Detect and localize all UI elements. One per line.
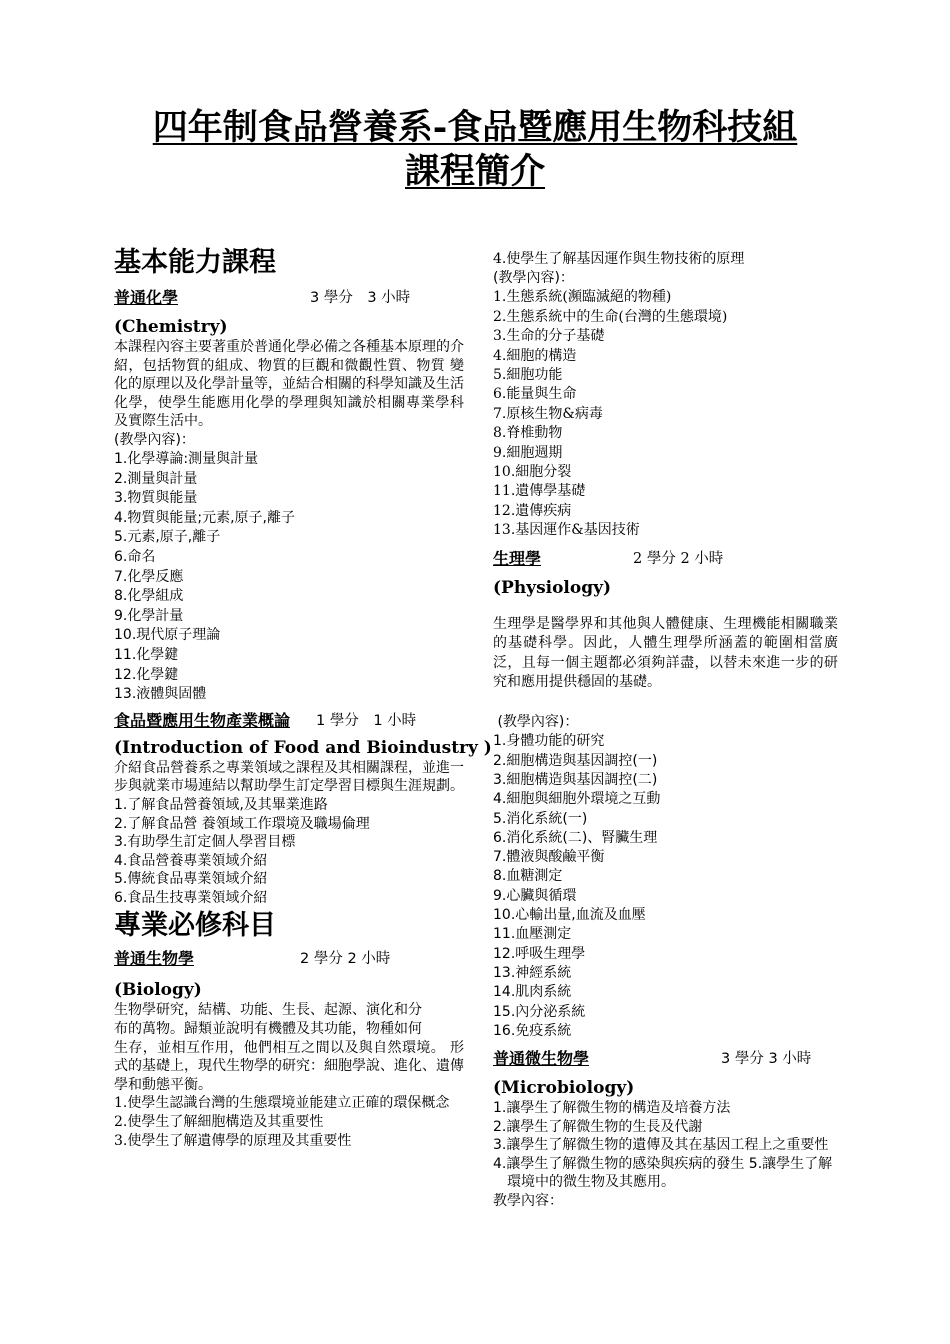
right-column bbox=[493, 250, 838, 1211]
list-item: 11.血壓測定 bbox=[493, 926, 572, 943]
course-english-chemistry: (Chemistry) bbox=[114, 317, 228, 337]
list-item: 15.內分泌系統 bbox=[493, 1003, 586, 1020]
list-item: 1.使學生認識台灣的生態環境並能建立正確的環保概念 bbox=[114, 1095, 450, 1112]
list-item: 1.生態系統(瀕臨滅絕的物種) bbox=[493, 289, 672, 306]
list-item: 16.免疫系統 bbox=[493, 1022, 572, 1039]
list-item: 9.心臟與循環 bbox=[493, 887, 577, 904]
content-list-microbiology bbox=[493, 1099, 838, 1192]
list-item: 13.液體與固體 bbox=[114, 686, 207, 703]
list-item: 4.食品營養專業領域介紹 bbox=[114, 852, 268, 869]
content-label-microbiology: 教學內容： bbox=[493, 1193, 563, 1210]
list-item: 11.遺傳學基礎 bbox=[493, 483, 586, 500]
page-title bbox=[0, 106, 950, 194]
course-description-intro: 介紹食品營養系之專業領域之課程及其相關課程，並進一步與就業市場連結以幫助學生訂定學習目標與生涯規劃。 bbox=[114, 759, 464, 795]
course-header-chemistry bbox=[114, 288, 464, 308]
list-item: 10.細胞分裂 bbox=[493, 464, 572, 481]
list-item: 1.身體功能的研究 bbox=[493, 733, 605, 750]
list-item: 4.細胞與細胞外環境之互動 bbox=[493, 791, 661, 808]
list-item: 5.消化系統(一) bbox=[493, 810, 588, 827]
course-description-chemistry: 本課程內容主要著重於普通化學必備之各種基本原理的介紹，包括物質的組成、物質的巨觀和微觀性質、物質 變化的原理以及化學計量等，並結合相關的科學知識及生活化學，使學生能應用化學的學理與知識於相關專業學科 及實際生活中。 bbox=[114, 339, 464, 429]
list-item: 7.體液與酸鹼平衡 bbox=[493, 849, 605, 866]
content-list-chemistry bbox=[114, 450, 464, 705]
list-item: 2.細胞構造與基因調控(一) bbox=[493, 752, 658, 769]
list-item: 8.脊椎動物 bbox=[493, 425, 563, 442]
list-item: 2.生態系統中的生命(台灣的生態環境) bbox=[493, 308, 728, 325]
course-credits-chemistry: 3 學分 3 小時 bbox=[310, 290, 411, 306]
content-label-biology: (教學內容)： bbox=[493, 270, 574, 287]
description-line: 布的萬物。歸類並說明有機體及其功能，物種如何 bbox=[114, 1021, 422, 1038]
list-item: 5.傳統食品專業領域介紹 bbox=[114, 871, 268, 888]
course-name-physiology: 生理學 bbox=[493, 548, 542, 568]
list-item: 3.物質與能量 bbox=[114, 490, 198, 507]
list-item: 4.使學生了解基因運作與生物技術的原理 bbox=[493, 251, 745, 267]
course-description-biology bbox=[114, 1001, 464, 1094]
list-item: 3.使學生了解遺傳學的原理及其重要性 bbox=[114, 1132, 352, 1149]
list-item: 13.神經系統 bbox=[493, 964, 572, 981]
list-item: 2.讓學生了解微生物的生長及代謝 bbox=[493, 1118, 703, 1135]
list-item: 4.物質與能量;元素,原子,離子 bbox=[114, 509, 295, 526]
description-line: 生物學研究，結構、功能、生長、起源、演化和分 bbox=[114, 1002, 422, 1019]
course-header-microbiology bbox=[493, 1049, 838, 1069]
list-item: 10.現代原子理論 bbox=[114, 627, 221, 644]
course-english-biology: (Biology) bbox=[114, 980, 202, 1001]
list-item: 3.細胞構造與基因調控(二) bbox=[493, 771, 658, 788]
list-item: 1.化學導論:測量與計量 bbox=[114, 451, 259, 467]
content-list-biology-continued bbox=[493, 250, 838, 269]
list-item: 10.心輸出量,血流及血壓 bbox=[493, 907, 646, 924]
list-item: 1.讓學生了解微生物的構造及培養方法 bbox=[493, 1100, 731, 1117]
course-credits-microbiology: 3 學分 3 小時 bbox=[721, 1051, 812, 1068]
list-item: 2.使學生了解細胞構造及其重要性 bbox=[114, 1114, 324, 1131]
left-column bbox=[114, 246, 492, 1150]
list-item: 12.遺傳疾病 bbox=[493, 502, 572, 519]
content-list-physiology bbox=[493, 732, 838, 1041]
list-item: 3.讓學生了解微生物的遺傳及其在基因工程上之重要性 bbox=[493, 1137, 829, 1154]
course-header-intro bbox=[114, 711, 464, 731]
course-english-intro: (Introduction of Food and Bioindustry ) bbox=[114, 737, 492, 758]
course-english-physiology: (Physiology) bbox=[493, 577, 612, 598]
list-item: 6.能量與生命 bbox=[493, 386, 577, 403]
list-item: 4.讓學生了解微生物的感染與疾病的發生 5.讓學生了解環境中的微生物及其應用。 bbox=[493, 1155, 833, 1191]
description-line: 生存，並相互作用，他們相互之間以及與自然環境。 形式的基礎上，現代生物學的研究：細胞學說、進化、遺傳學和動態平衡。 bbox=[114, 1039, 464, 1093]
list-item: 2.測量與計量 bbox=[114, 470, 198, 487]
list-item: 1.了解食品營養領域,及其畢業進路 bbox=[114, 796, 328, 813]
list-item: 3.有助學生訂定個人學習目標 bbox=[114, 834, 296, 851]
course-credits-intro: 1 學分 1 小時 bbox=[316, 712, 417, 729]
list-item: 4.細胞的構造 bbox=[493, 347, 577, 364]
list-item: 5.元素,原子,離子 bbox=[114, 529, 221, 546]
course-name-microbiology: 普通微生物學 bbox=[493, 1049, 590, 1069]
list-item: 7.化學反應 bbox=[114, 568, 184, 585]
content-list-intro bbox=[114, 796, 464, 908]
list-item: 6.消化系統(二)、腎臟生理 bbox=[493, 829, 658, 846]
list-item: 6.命名 bbox=[114, 548, 156, 565]
content-label-chemistry: (教學內容)： bbox=[114, 431, 195, 448]
course-credits-physiology: 2 學分 2 小時 bbox=[633, 550, 724, 567]
course-name-intro: 食品暨應用生物產業概論 bbox=[114, 710, 291, 730]
list-item: 14.肌肉系統 bbox=[493, 984, 572, 1001]
list-item: 11.化學鍵 bbox=[114, 646, 179, 663]
list-item: 2.了解食品營 養領域工作環境及職場倫理 bbox=[114, 815, 370, 832]
course-credits-biology: 2 學分 2 小時 bbox=[300, 951, 391, 968]
list-item: 9.細胞週期 bbox=[493, 444, 563, 461]
title-line-2: 課程簡介 bbox=[404, 151, 545, 192]
course-name-biology: 普通生物學 bbox=[114, 949, 195, 969]
list-item: 6.食品生技專業領域介紹 bbox=[114, 889, 268, 906]
title-line-1: 四年制食品營養系-食品暨應用生物科技組 bbox=[152, 107, 798, 148]
list-item: 8.血糖測定 bbox=[493, 868, 563, 885]
content-label-physiology: (教學內容)： bbox=[493, 714, 579, 731]
content-list-biology-topics bbox=[493, 288, 838, 540]
list-item: 13.基因運作&基因技術 bbox=[493, 522, 640, 539]
list-item: 5.細胞功能 bbox=[493, 367, 563, 384]
section-heading-basic: 基本能力課程 bbox=[114, 247, 276, 278]
course-header-physiology bbox=[493, 549, 838, 569]
course-name-chemistry: 普通化學 bbox=[114, 288, 179, 307]
list-item: 9.化學計量 bbox=[114, 607, 184, 624]
list-item: 3.生命的分子基礎 bbox=[493, 328, 605, 345]
course-description-physiology: 生理學是醫學界和其他與人體健康、生理機能相關職業的基礎科學。因此，人體生理學所涵蓋的範圍相當廣泛，且每一個主題都必須夠詳盡，以替未來進一步的研究和應用提供穩固的基礎。 bbox=[493, 615, 838, 691]
course-header-biology bbox=[114, 949, 464, 969]
course-english-microbiology: (Microbiology) bbox=[493, 1078, 635, 1099]
content-list-biology bbox=[114, 1094, 464, 1150]
list-item: 8.化學組成 bbox=[114, 588, 184, 605]
list-item: 12.呼吸生理學 bbox=[493, 945, 586, 962]
list-item: 7.原核生物&病毒 bbox=[493, 405, 603, 422]
section-heading-required: 專業必修科目 bbox=[114, 910, 276, 942]
list-item: 12.化學鍵 bbox=[114, 666, 179, 683]
